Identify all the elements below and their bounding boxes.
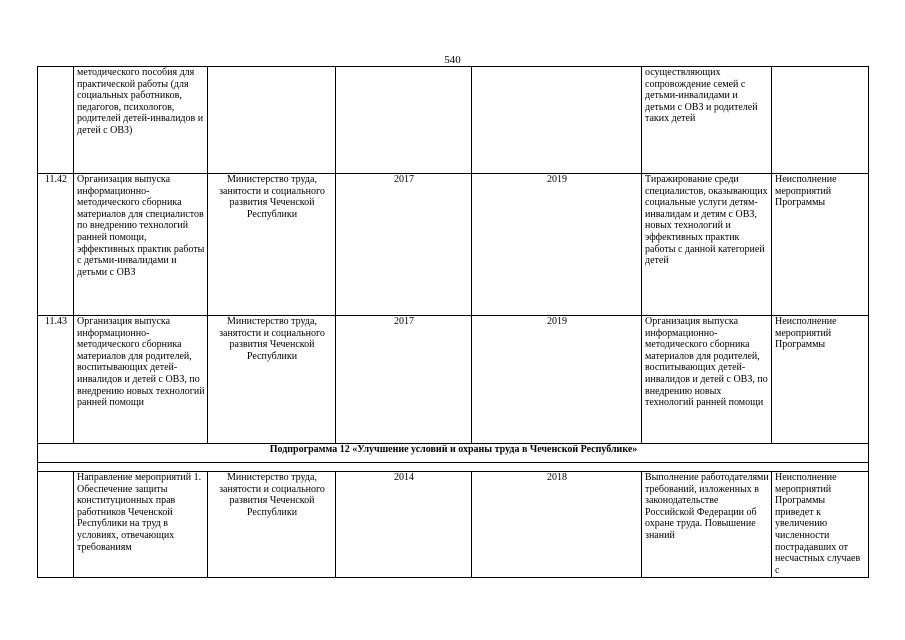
row-number: 11.42 (38, 174, 74, 316)
end-year: 2018 (472, 472, 642, 578)
activity-name: Организация выпуска информационно-методического сборника материалов для специалистов по внедрению технологий ранней помощи, эффективных практик работы с детьми-инвалидами и детьми с ОВЗ (74, 174, 208, 316)
consequence: Неисполнение мероприятий Программы приведет к увеличению численности пострадавших от несчастных случаев с (772, 472, 869, 578)
consequence: Неисполнение мероприятий Программы (772, 174, 869, 316)
activity-name: Организация выпуска информационно-методического сборника материалов для родителей, воспитывающих детей-инвалидов и детей с ОВЗ, по внедрению новых технологий ранней помощи (74, 316, 208, 444)
end-year: 2019 (472, 316, 642, 444)
activity-name: Направление мероприятий 1. Обеспечение защиты конституционных прав работников Чеченской Республики на труд в условиях, отвечающих требованиям (74, 472, 208, 578)
row-number (38, 67, 74, 174)
spacer-cell (38, 463, 869, 472)
expected-result: Организация выпуска информационно-методического сборника материалов для родителей, воспитывающих детей-инвалидов и детей с ОВЗ, по внедрению новых технологий ранней помощи (642, 316, 772, 444)
table-row (38, 316, 869, 444)
table-row (38, 67, 869, 174)
consequence: Неисполнение мероприятий Программы (772, 316, 869, 444)
end-year (472, 67, 642, 174)
end-year: 2019 (472, 174, 642, 316)
executor (208, 67, 336, 174)
executor: Министерство труда, занятости и социального развития Чеченской Республики (208, 174, 336, 316)
row-number: 11.43 (38, 316, 74, 444)
table-row (38, 174, 869, 316)
start-year: 2014 (336, 472, 472, 578)
activity-name: методического пособия для практической работы (для социальных работников, педагогов, психологов, родителей детей-инвалидов и детей с ОВЗ) (74, 67, 208, 174)
spacer-row (38, 463, 869, 472)
expected-result: Тиражирование среди специалистов, оказывающих социальные услуги детям-инвалидам и детям с ОВЗ, новых технологий и эффективных практик работы с данной категорией детей (642, 174, 772, 316)
table-row (38, 472, 869, 578)
row-number (38, 472, 74, 578)
start-year (336, 67, 472, 174)
program-table (37, 66, 869, 578)
subprogram-title: Подпрограмма 12 «Улучшение условий и охраны труда в Чеченской Республике» (38, 444, 869, 463)
executor: Министерство труда, занятости и социального развития Чеченской Республики (208, 316, 336, 444)
executor: Министерство труда, занятости и социального развития Чеченской Республики (208, 472, 336, 578)
start-year: 2017 (336, 174, 472, 316)
subprogram-header-row (38, 444, 869, 463)
start-year: 2017 (336, 316, 472, 444)
expected-result: Выполнение работодателями требований, изложенных в законодательстве Российской Федерации об охране труда. Повышение знаний (642, 472, 772, 578)
consequence (772, 67, 869, 174)
expected-result: осуществляющих сопровождение семей с детьми-инвалидами и детьми с ОВЗ и родителей таких детей (642, 67, 772, 174)
page-number: 540 (444, 54, 461, 66)
